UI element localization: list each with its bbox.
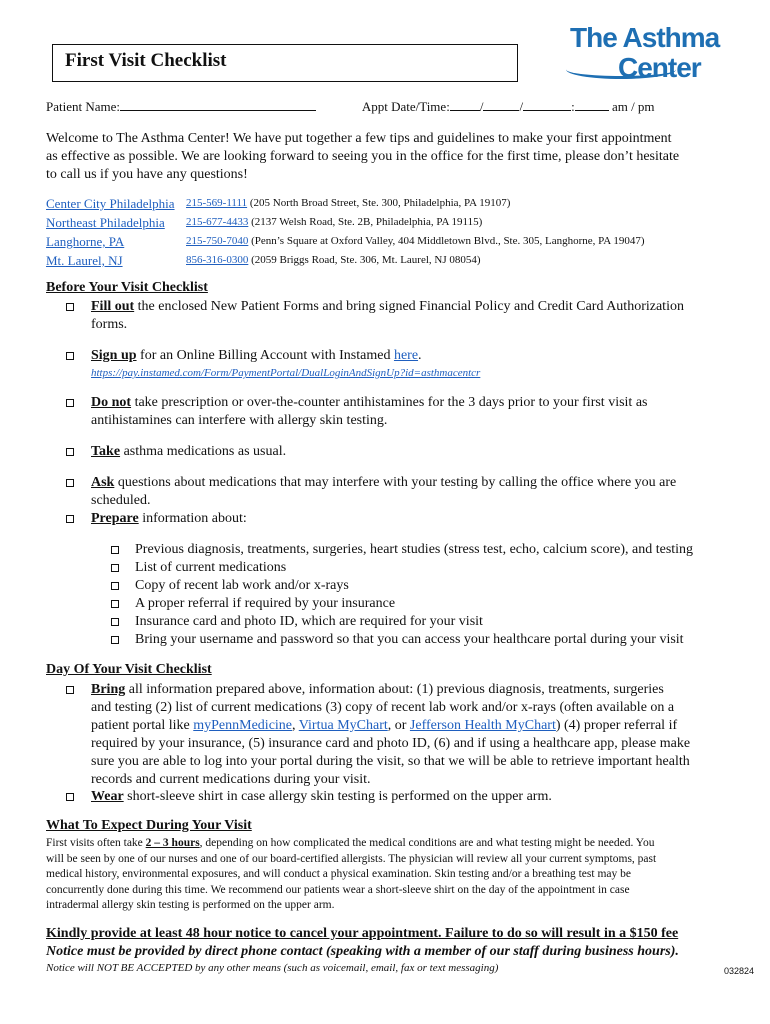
instamed-link[interactable]: here [393,348,419,363]
appt-month-field[interactable] [450,97,480,111]
expect-text: medical history, environmental exposures, and will conduct a physical examination. Skin testing and/or a breathing test may be [46,868,631,880]
location-name-link[interactable]: Northeast Philadelphia [46,215,165,230]
intro-line: to call us if you have any questions! [46,167,248,182]
location-row [46,214,756,233]
location-address: (Penn’s Square at Oxford Valley, 404 Middletown Blvd., Ste. 305, Langhorne, PA 19047) [251,235,645,247]
what-to-expect-heading: What To Expect During Your Visit [46,818,252,833]
item-text: for an Online Billing Account with Instamed [136,348,394,363]
checklist-item-prepare [66,510,736,528]
checkbox[interactable] [66,448,74,456]
checkbox[interactable] [66,479,74,487]
checkbox[interactable] [111,582,119,590]
item-text: records and current medications during your visit. [91,772,371,787]
item-keyword: Sign up [91,348,137,363]
item-text: the enclosed New Patient Forms and bring signed Financial Policy and Credit Card Authorization [134,299,684,314]
item-keyword: Take [91,444,121,459]
checklist-item-ask [66,474,736,510]
item-text: sure you are able to log into your portal during the visit, so that we will be able to retrieve important health [91,754,690,769]
instamed-url-link[interactable]: https://pay.instamed.com/Form/PaymentPortal/DualLoginAndSignUp?id=asthmacentcr [91,367,481,379]
item-keyword: Do not [91,395,132,410]
sublist-item [111,559,751,577]
what-to-expect-paragraph [46,836,726,914]
item-text: patient portal like [91,718,194,733]
title-box [52,44,518,82]
location-row [46,252,756,271]
location-address: (205 North Broad Street, Ste. 300, Philadelphia, PA 19107) [249,197,511,209]
item-text: all information prepared above, information about: (1) previous diagnosis, treatments, surgeries [125,682,664,697]
item-text: , [292,718,299,733]
phone-link[interactable]: 856-316-0300 [186,254,249,266]
item-keyword: Fill out [91,299,135,314]
patient-name-label: Patient Name: [46,99,121,114]
expect-text: First visits often take [46,837,146,849]
virtua-mychart-link[interactable]: Virtua MyChart [298,718,388,733]
checkbox[interactable] [111,546,119,554]
checkbox[interactable] [66,303,74,311]
intro-line: as effective as possible. We are looking forward to seeing you in the office for the first time, please don’t hesitate [46,149,680,164]
sublist-item [111,631,751,649]
expect-text: concurrently done during this time. We recommend our patients wear a short-sleeve shirt on the day of the appointment in case [46,883,630,896]
item-text: information about: [138,511,247,526]
sublist-text: A proper referral if required by your insurance [135,596,396,611]
notice-contact-requirement: Notice must be provided by direct phone contact (speaking with a member of our staff during business hours). [46,944,679,959]
appt-hour-field[interactable] [523,97,571,111]
logo-line2: Center [618,52,701,83]
location-name-link[interactable]: Center City Philadelphia [46,196,175,211]
checkbox[interactable] [66,352,74,360]
item-text: required by your insurance, (5) insurance card and photo ID, (6) and if using a healthcare app, please make [91,736,691,751]
sublist-text: Bring your username and password so that you can access your healthcare portal during your visit [135,632,684,647]
phone-link[interactable]: 215-750-7040 [186,235,249,247]
checkbox[interactable] [111,564,119,572]
location-address: (2059 Briggs Road, Ste. 306, Mt. Laurel, NJ 08054) [251,254,481,266]
sublist-item [111,595,751,613]
item-text: questions about medications that may interfere with your testing by calling the office where you are [114,475,677,490]
date-slash: / [479,99,484,114]
item-text: take prescription or over-the-counter antihistamines for the 3 days prior to your first visit as [131,395,648,410]
checkbox[interactable] [111,618,119,626]
patient-fields [46,97,726,115]
checkbox[interactable] [66,399,74,407]
checkbox[interactable] [111,600,119,608]
phone-link[interactable]: 215-569-1111 [186,197,248,209]
item-keyword: Prepare [91,511,139,526]
item-text: , or [387,718,410,733]
item-keyword: Wear [91,789,124,804]
appt-label: Appt Date/Time: [361,99,450,114]
logo-swoosh [566,60,676,79]
item-text: forms. [91,317,128,332]
patient-name-field[interactable] [120,97,316,111]
checkbox[interactable] [111,636,119,644]
location-address: (2137 Welsh Road, Ste. 2B, Philadelphia, PA 19115) [251,216,483,228]
asthma-center-logo [566,22,746,84]
checklist-item-do-not [66,394,736,430]
item-text: antihistamines can interfere with allergy skin testing. [91,413,388,428]
checkbox[interactable] [66,793,74,801]
item-keyword: Bring [91,682,126,697]
location-name-link[interactable]: Langhorne, PA [46,234,125,249]
prepare-sublist [111,541,751,649]
sublist-text: Copy of recent lab work and/or x-rays [135,578,349,593]
checklist-item-fill-out [66,298,736,334]
intro-line: Welcome to The Asthma Center! We have put together a few tips and guidelines to make your first appointment [46,131,672,146]
checklist-item-bring [66,681,736,789]
sublist-text: Previous diagnosis, treatments, surgeries, heart studies (stress test, echo, calcium score), and testing [135,542,694,557]
intro-paragraph [46,130,746,184]
date-slash: / [519,99,524,114]
sublist-text: Insurance card and photo ID, which are required for your visit [135,614,483,629]
checklist-item-take [66,443,736,461]
item-keyword: Ask [91,475,115,490]
location-row [46,233,756,252]
item-text: scheduled. [91,493,151,508]
expect-text: will be seen by one of our nurses and one of our board-certified allergists. The physician will review all your current symptoms, past [46,852,657,865]
item-text: short-sleeve shirt in case allergy skin testing is performed on the upper arm. [123,789,552,804]
locations-list [46,195,756,271]
page-title: First Visit Checklist [65,50,227,71]
ampm-label: am / pm [611,99,655,114]
sublist-item [111,613,751,631]
item-text: asthma medications as usual. [120,444,287,459]
notice-not-accepted: Notice will NOT BE ACCEPTED by any other means (such as voicemail, email, fax or text messaging) [46,962,499,974]
cancellation-notice: Kindly provide at least 48 hour notice to cancel your appointment. Failure to do so will result in a $150 fee [46,926,679,941]
location-row [46,195,756,214]
document-code: 032824 [724,966,755,976]
item-text: ) (4) proper referral if [555,718,678,733]
checkbox[interactable] [66,686,74,694]
item-text: . [418,348,422,363]
phone-link[interactable]: 215-677-4433 [186,216,249,228]
appt-minute-field[interactable] [575,97,609,111]
logo-line1: The Asthma [570,22,720,53]
jefferson-mychart-link[interactable]: Jefferson Health MyChart [409,718,556,733]
checklist-item-sign-up [66,347,736,381]
item-text: and testing (2) list of current medications (3) copy of recent lab work and/or x-rays (often available on a [91,700,675,715]
location-name-link[interactable]: Mt. Laurel, NJ [46,253,123,268]
before-visit-heading: Before Your Visit Checklist [46,280,208,295]
expect-duration: 2 – 3 hours [145,837,200,849]
checkbox[interactable] [66,515,74,523]
sublist-text: List of current medications [135,560,287,575]
day-of-visit-heading: Day Of Your Visit Checklist [46,662,212,677]
sublist-item [111,541,751,559]
sublist-item [111,577,751,595]
expect-text: , depending on how complicated the medical conditions are and what testing might be needed. You [199,837,655,849]
expect-text: intradermal allergy skin testing is performed on the upper arm. [46,899,335,911]
checklist-item-wear [66,788,736,806]
mypennmedicine-link[interactable]: myPennMedicine [193,718,293,733]
appt-day-field[interactable] [483,97,519,111]
time-colon: : [571,99,575,114]
